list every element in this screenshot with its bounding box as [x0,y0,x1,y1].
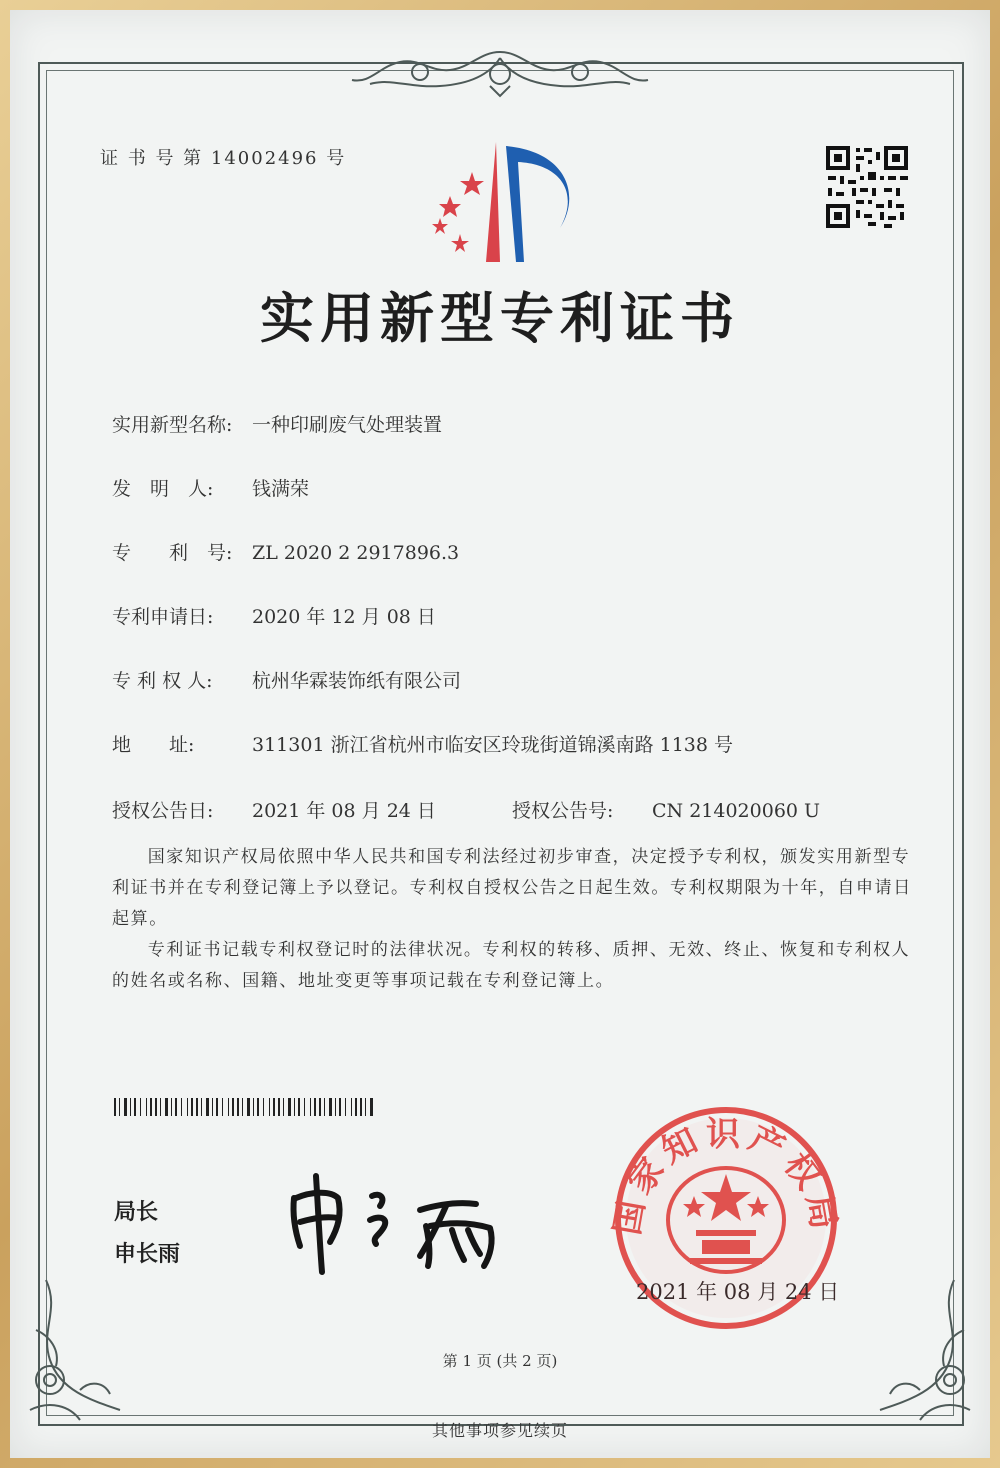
seal-date: 2021 年 08 月 24 日 [636,1280,840,1304]
field-label: 授权公告日: [112,800,214,822]
field-value: 2021 年 08 月 24 日 [252,800,436,822]
certificate-number: 证 书 号 第 14002496 号 [100,148,347,169]
field-label: 授权公告号: [512,800,614,822]
qr-code-icon [826,146,908,228]
body-paragraph: 专利证书记载专利权登记时的法律状况。专利权的转移、质押、无效、终止、恢复和专利权人的姓名或名称、国籍、地址变更等事项记载在专利登记簿上。 [112,940,911,991]
field-value: 一种印刷废气处理装置 [252,414,443,436]
patent-office-logo-icon [420,142,590,272]
director-signature-icon [280,1168,520,1278]
barcode-icon [114,1098,376,1116]
field-grant-number [512,796,820,823]
body-paragraph: 国家知识产权局依照中华人民共和国专利法经过初步审查，决定授予专利权，颁发实用新型专利证书并在专利登记簿上予以登记。专利权自授权公告之日起生效。专利权期限为十年，自申请日起算。 [112,847,912,929]
field-value: CN 214020060 U [652,800,821,822]
field-utility-model-name [112,410,442,437]
top-ornament-icon [340,44,660,100]
field-value: 2020 年 12 月 08 日 [252,606,436,628]
director-name: 申长雨 [114,1242,181,1267]
field-label: 专利申请日: [112,606,214,628]
seal-text: 国家知识产权局 [607,1114,845,1238]
field-value: 311301 浙江省杭州市临安区玲珑街道锦溪南路 1138 号 [252,734,734,756]
field-inventor [112,474,309,501]
director-title: 局长 [114,1200,159,1225]
field-filing-date [112,602,436,629]
field-patent-number [112,538,459,565]
field-label: 实用新型名称: [112,414,233,436]
director-block [114,1192,180,1276]
field-value: 钱满荣 [252,478,310,500]
page-number: 第 1 页 (共 2 页) [442,1352,558,1370]
field-grant-date [112,796,436,823]
certificate-body [112,842,912,997]
field-label: 地 址: [112,734,195,756]
field-value: 杭州华霖装饰纸有限公司 [252,670,462,692]
field-label: 专 利 号: [112,542,233,564]
field-label: 发 明 人: [112,478,214,500]
field-patentee [112,666,461,693]
field-value: ZL 2020 2 2917896.3 [252,542,460,564]
field-label: 专 利 权 人: [112,670,213,692]
field-address [112,730,733,757]
continuation-note: 其他事项参见续页 [431,1421,568,1440]
certificate-title: 实用新型专利证书 [260,286,740,350]
